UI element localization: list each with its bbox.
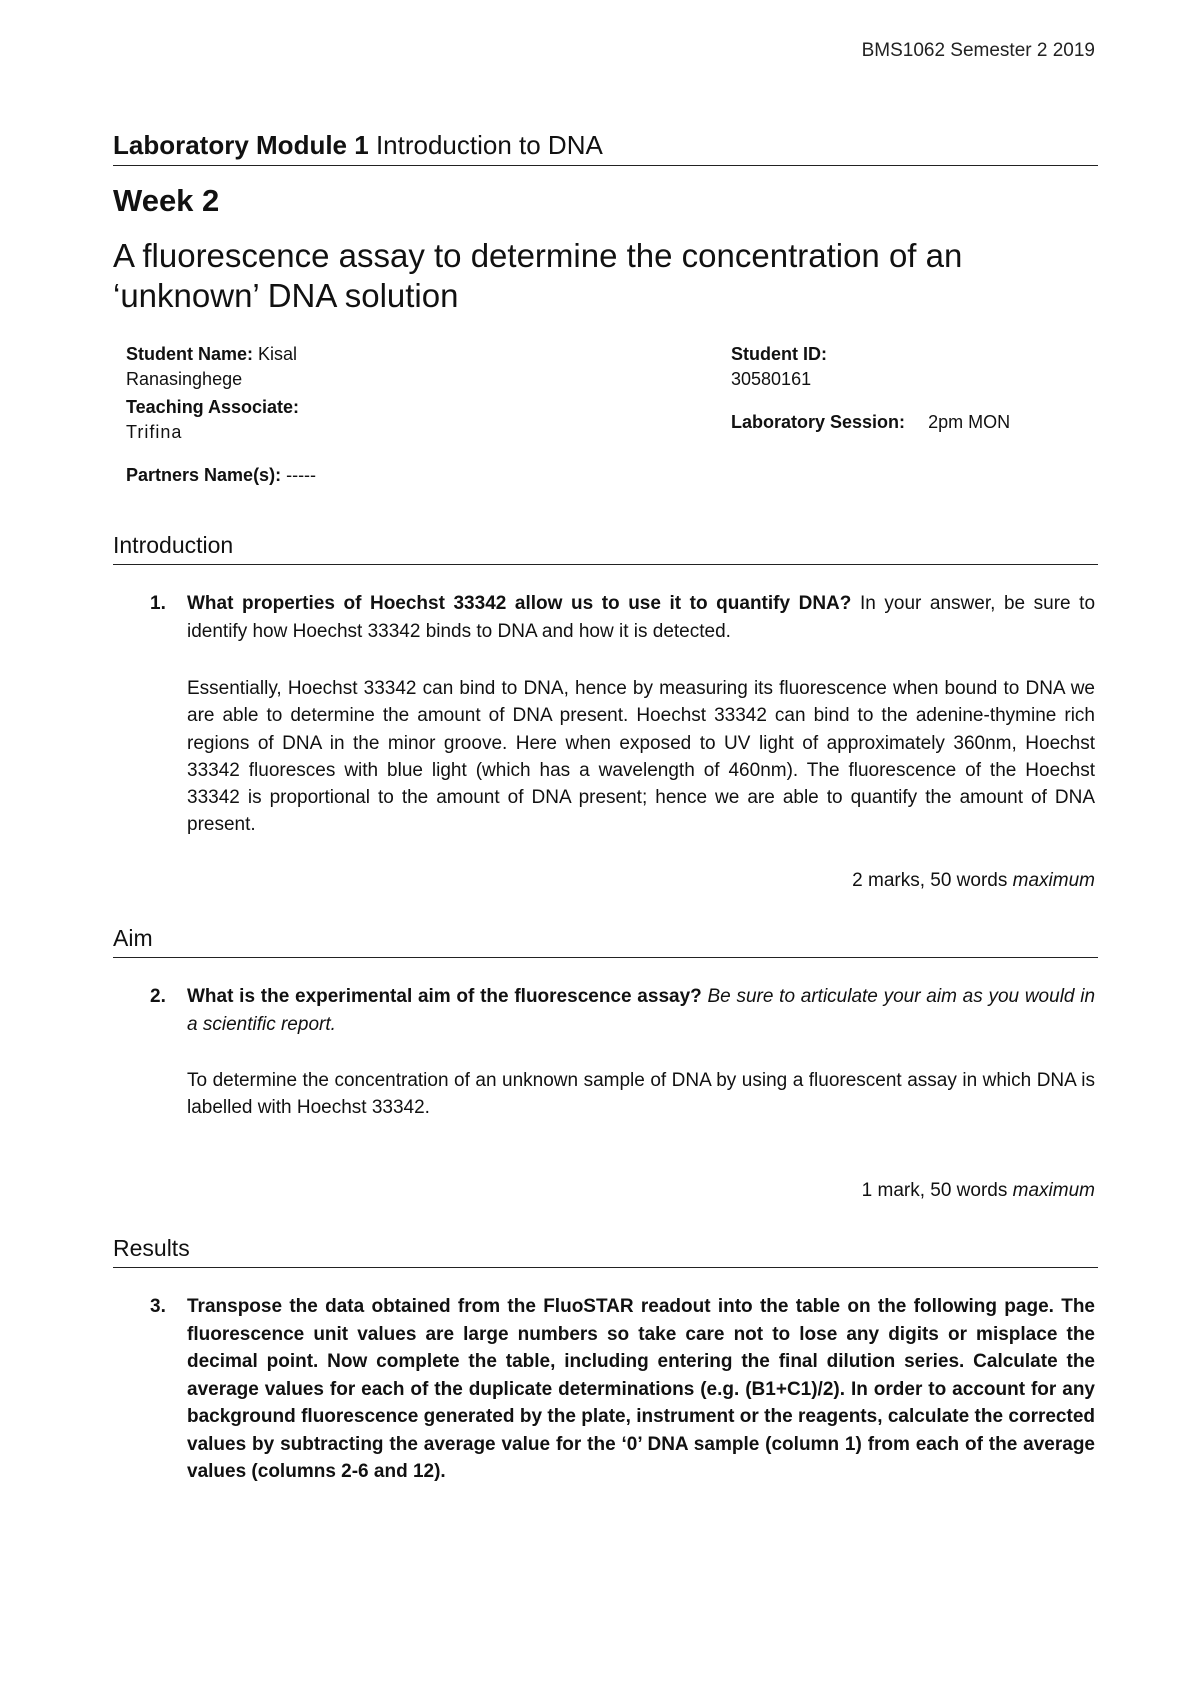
teaching-associate-value: Trifina (126, 422, 183, 442)
marks-2-emphasis: maximum (1012, 1180, 1095, 1201)
student-name-value-1: Kisal (258, 344, 298, 364)
question-2-text: What is the experimental aim of the fluorescence assay? (187, 986, 702, 1007)
question-2-number: 2. (150, 986, 166, 1007)
partners-label: Partners Name(s): (126, 465, 282, 485)
student-id-block (731, 342, 1031, 392)
teaching-associate-label: Teaching Associate: (126, 397, 300, 417)
answer-2: To determine the concentration of an unknown sample of DNA by using a fluorescent assay in which DNA is labelled with Hoechst 33342. (187, 1070, 1095, 1119)
section-heading-results: Results (113, 1235, 1098, 1268)
partners-value: ----- (286, 465, 317, 485)
marks-2 (862, 1180, 1095, 1202)
lab-session-label: Laboratory Session: (731, 412, 906, 432)
lab-session-block (731, 410, 1111, 435)
question-3 (150, 1293, 1095, 1486)
question-1-text: What properties of Hoechst 33342 allow us to use it to quantify DNA? (187, 593, 852, 614)
module-heading (113, 130, 1098, 166)
student-name-label: Student Name: (126, 344, 254, 364)
course-header: BMS1062 Semester 2 2019 (861, 40, 1095, 61)
student-id-label: Student ID: (731, 344, 827, 364)
marks-1-emphasis: maximum (1012, 870, 1095, 891)
week-heading: Week 2 (113, 183, 220, 218)
module-label: Laboratory Module 1 (113, 130, 369, 160)
question-3-number: 3. (150, 1296, 166, 1317)
section-heading-introduction: Introduction (113, 532, 1098, 565)
question-2-instruction: Be sure to articulate your aim as you would in a scientific report. (187, 986, 1096, 1035)
teaching-associate-block (126, 395, 426, 445)
question-3-text: Transpose the data obtained from the FluoSTAR readout into the table on the following page. The fluorescence unit values are large numbers so take care not to lose any digits or misplace the decimal point. Now complete the table, including entering the final dilution series. Calculate the average values for each of the duplicate determinations (e.g. (B1+C1)/2). In order to account for any background fluorescence generated by the plate, instrument or the reagents, calculate the corrected values by subtracting the average value for the ‘0’ DNA sample (column 1) from each of the average values (columns 2-6 and 12). (187, 1296, 1095, 1482)
student-name-value-2: Ranasinghege (126, 369, 243, 389)
marks-2-text: 1 mark, 50 words (861, 1180, 1008, 1201)
question-1-instruction: In your answer, be sure to identify how Hoechst 33342 binds to DNA and how it is detected. (187, 593, 1096, 642)
partners-block (126, 463, 426, 488)
marks-1 (852, 870, 1095, 892)
module-subtitle: Introduction to DNA (375, 130, 603, 160)
section-heading-aim: Aim (113, 925, 1098, 958)
student-id-value: 30580161 (731, 369, 812, 389)
question-1 (150, 590, 1095, 645)
lab-session-value: 2pm MON (928, 412, 1011, 432)
student-name-block (126, 342, 366, 392)
answer-1: Essentially, Hoechst 33342 can bind to DNA, hence by measuring its fluorescence when bound to DNA we are able to determine the amount of DNA present. Hoechst 33342 can bind to the adenine-thymine rich regions of DNA in the minor groove. Here when exposed to UV light of approximately 360nm, Hoechst 33342 fluoresces with blue light (which has a wavelength of 460nm). The fluorescence of the Hoechst 33342 is proportional to the amount of DNA present; hence we are able to quantify the amount of DNA present. (187, 678, 1095, 836)
question-1-number: 1. (150, 593, 166, 614)
page-title: A fluorescence assay to determine the concentration of an ‘unknown’ DNA solution (113, 237, 963, 314)
marks-1-text: 2 marks, 50 words (852, 870, 1008, 891)
question-2 (150, 983, 1095, 1038)
